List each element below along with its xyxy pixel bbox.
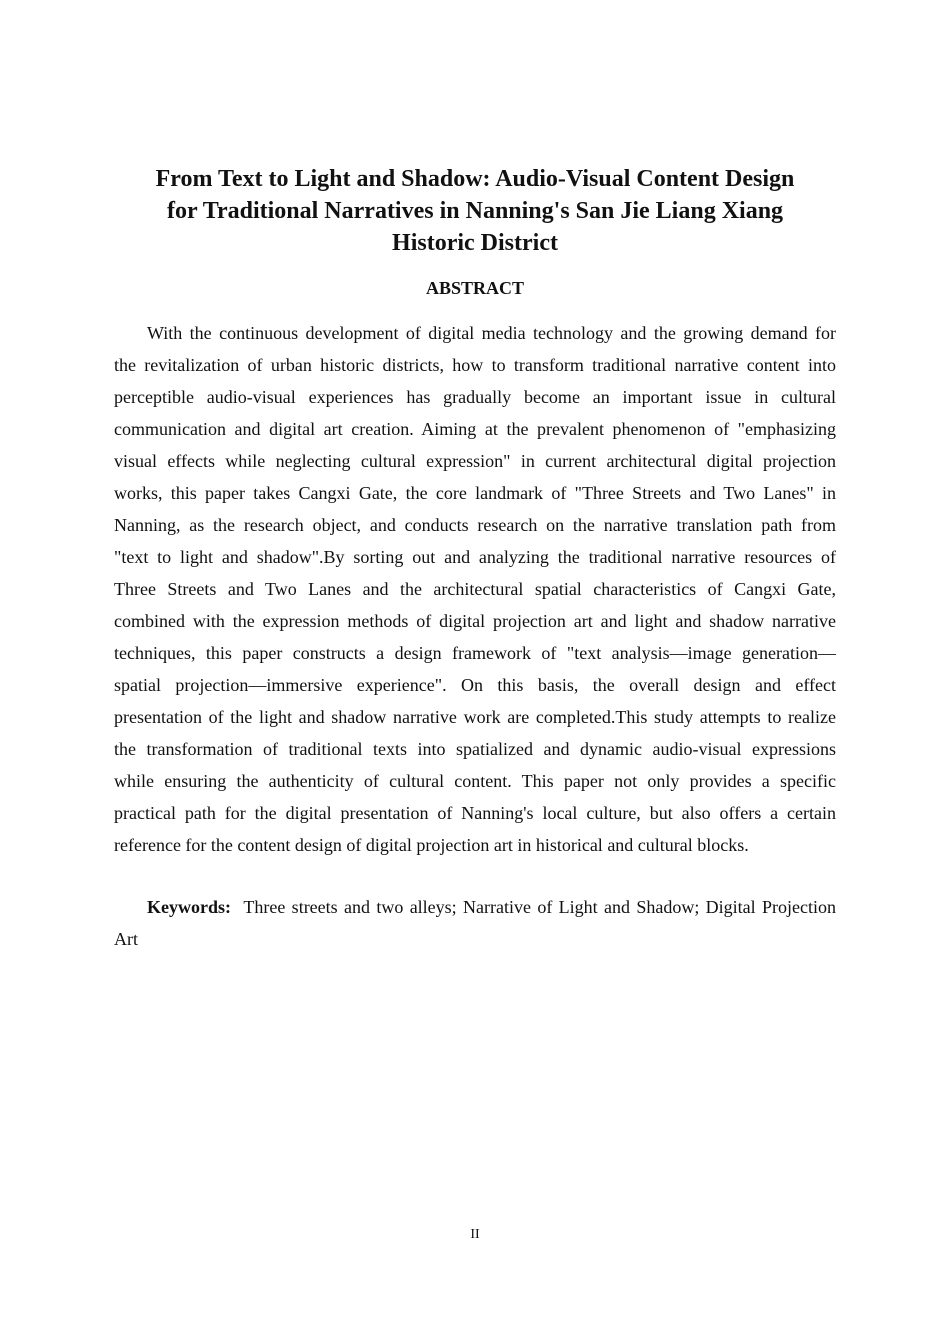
abstract-line: With the continuous development of digital media technology and the growing demand for (147, 323, 836, 343)
abstract-line: combined with the expression methods of digital projection art and light and shadow narrative (114, 611, 836, 631)
abstract-line: visual effects while neglecting cultural expression" in current architectural digital projection (114, 451, 836, 471)
title-line: From Text to Light and Shadow: Audio-Visual Content Design (155, 166, 795, 192)
abstract-line: "text to light and shadow".By sorting out and analyzing the traditional narrative resources of (114, 547, 836, 567)
abstract-line: Three Streets and Two Lanes and the architectural spatial characteristics of Cangxi Gate, (114, 579, 836, 599)
abstract-line: works, this paper takes Cangxi Gate, the core landmark of "Three Streets and Two Lanes" in (114, 483, 836, 503)
abstract-line: perceptible audio-visual experiences has gradually become an important issue in cultural (114, 387, 836, 407)
keywords-section (114, 891, 836, 955)
abstract-line: spatial projection—immersive experience". On this basis, the overall design and effect (114, 675, 836, 695)
abstract-line: while ensuring the authenticity of cultural content. This paper not only provides a specific (114, 771, 836, 791)
title-line: for Traditional Narratives in Nanning's San Jie Liang Xiang (166, 198, 784, 224)
abstract-line: practical path for the digital presentation of Nanning's local culture, but also offers a certain (114, 803, 836, 823)
abstract-line: communication and digital art creation. Aiming at the prevalent phenomenon of "emphasizing (114, 419, 836, 439)
abstract-body (114, 317, 836, 861)
abstract-line: the revitalization of urban historic districts, how to transform traditional narrative content into (114, 355, 836, 375)
abstract-line: presentation of the light and shadow narrative work are completed.This study attempts to realize (114, 707, 836, 727)
abstract-line: techniques, this paper constructs a design framework of "text analysis—image generation— (114, 643, 836, 663)
keywords-line (114, 891, 836, 923)
abstract-heading: ABSTRACT (425, 278, 525, 298)
paper-title (100, 163, 850, 259)
keywords-label: Keywords: (147, 897, 231, 917)
abstract-line: Nanning, as the research object, and conducts research on the narrative translation path from (114, 515, 836, 535)
keywords-text: Three streets and two alleys; Narrative of Light and Shadow; Digital Projection (243, 897, 836, 917)
title-line: Historic District (392, 230, 558, 256)
abstract-line: the transformation of traditional texts into spatialized and dynamic audio-visual expressions (114, 739, 836, 759)
page-number: II (470, 1227, 480, 1242)
keywords-continuation: Art (114, 929, 138, 949)
abstract-line: reference for the content design of digital projection art in historical and cultural blocks. (114, 835, 749, 855)
